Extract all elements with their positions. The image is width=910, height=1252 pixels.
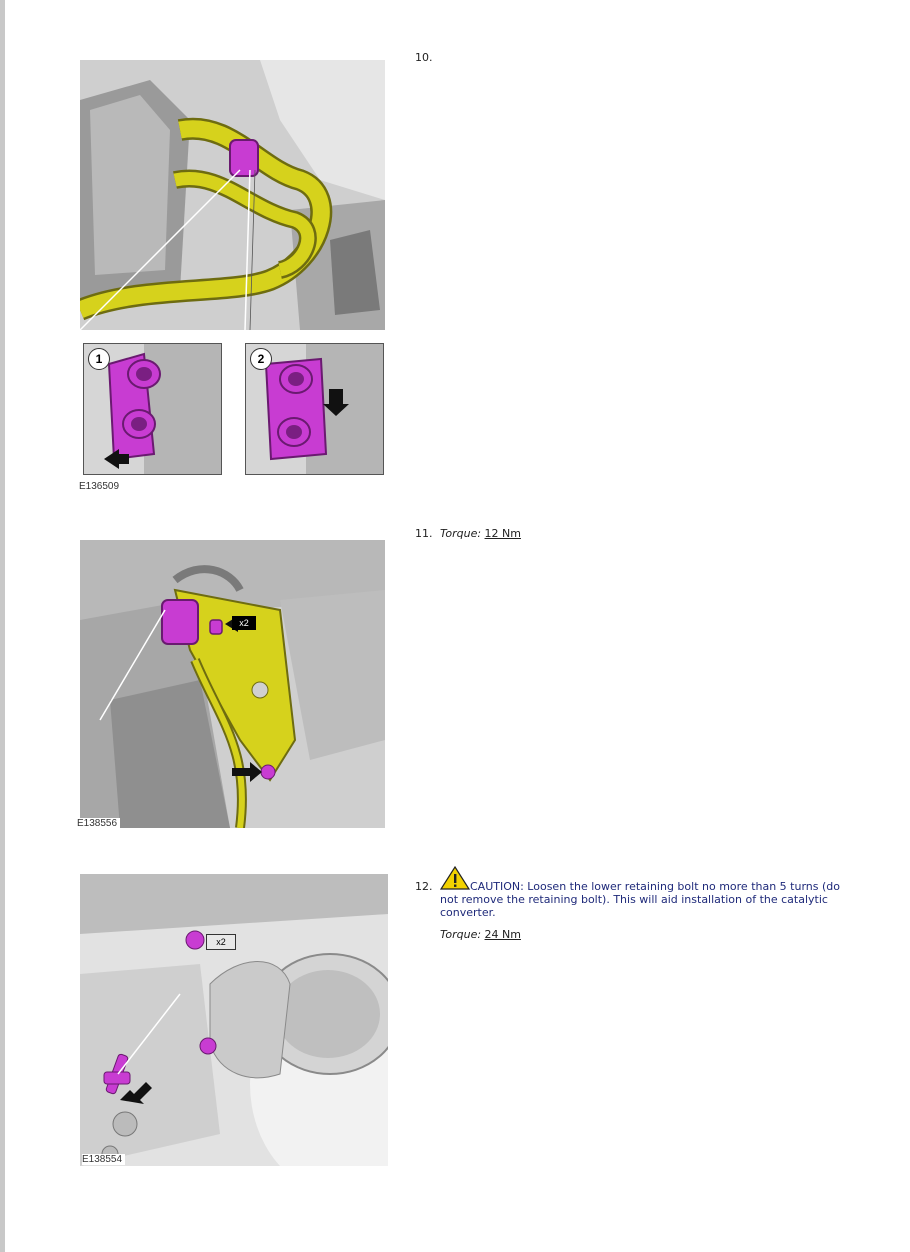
inset-number-badge: 2 (250, 348, 272, 370)
figure-id: E138556 (77, 818, 120, 829)
step-number: 12. (415, 880, 433, 893)
figure-id: E136509 (79, 481, 120, 492)
torque-spec (440, 527, 521, 540)
torque-label: Torque: (440, 928, 482, 941)
inset-1 (83, 343, 222, 475)
inset-number-badge: 1 (88, 348, 110, 370)
figure-id: E138554 (82, 1154, 125, 1165)
torque-label: Torque: (440, 527, 482, 540)
figure-step-12 (80, 874, 388, 1166)
callout-x2: x2 (206, 934, 236, 950)
page-edge (0, 0, 5, 1252)
torque-value-link[interactable]: 12 Nm (484, 527, 521, 540)
callout-x2: x2 (232, 616, 256, 630)
step-number: 11. (415, 527, 433, 540)
torque-spec (440, 928, 521, 941)
torque-value-link[interactable]: 24 Nm (484, 928, 521, 941)
caution-text: CAUTION: Loosen the lower retaining bolt no more than 5 turns (do not remove the retaining bolt). This will aid installation of the catalytic converter. (440, 880, 840, 919)
step-number: 10. (415, 51, 433, 64)
figure-step-10 (80, 60, 385, 330)
inset-2 (245, 343, 384, 475)
figure-step-11 (80, 540, 385, 828)
